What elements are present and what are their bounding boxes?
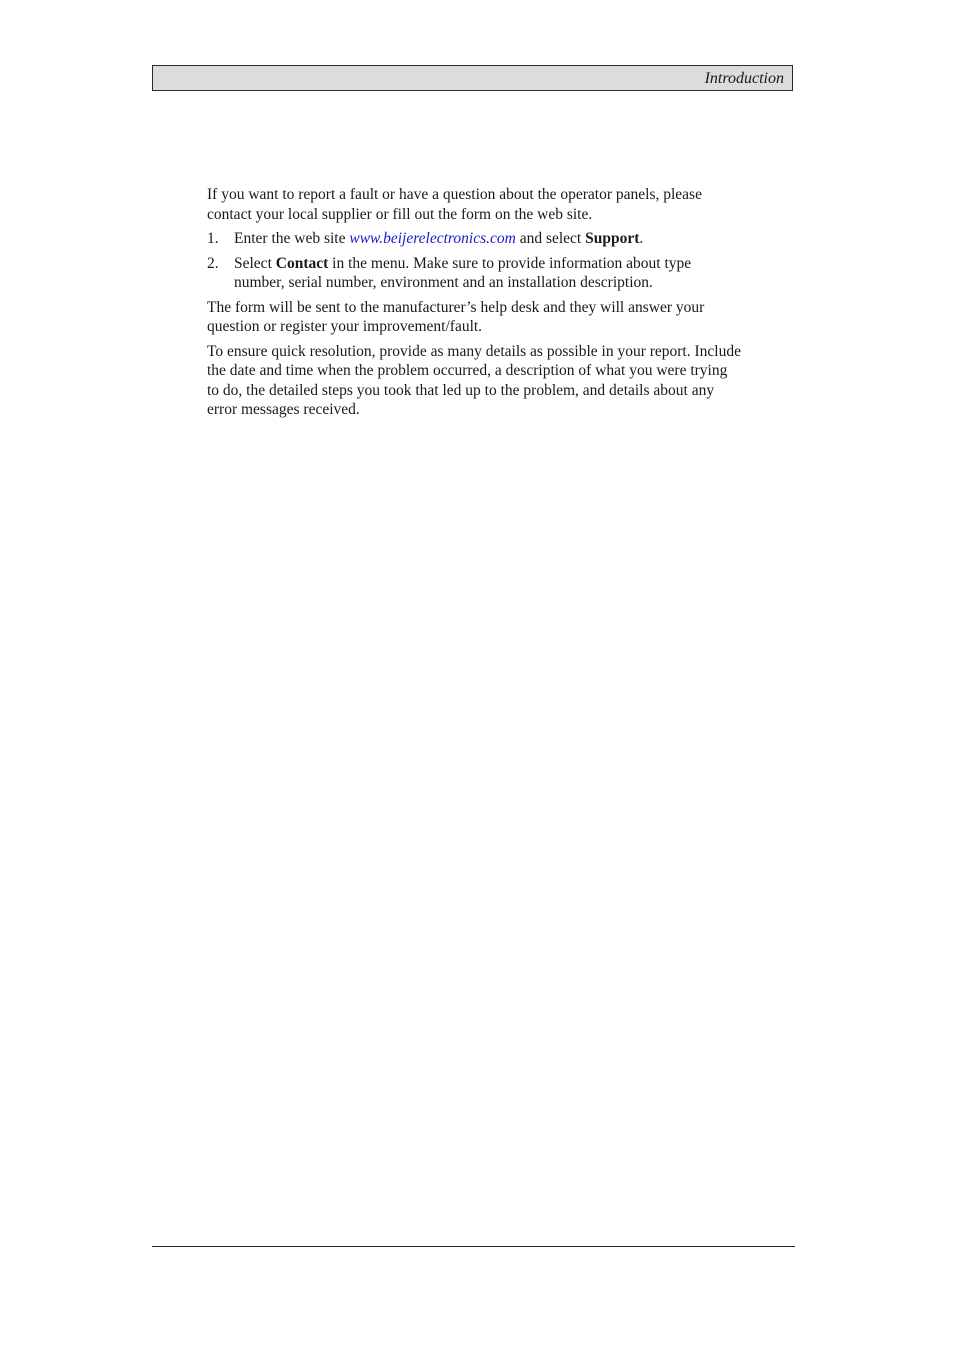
page-body [207,185,742,425]
section-title: Introduction [704,70,784,87]
helpdesk-paragraph: The form will be sent to the manufacturer’s help desk and they will answer your question or register your improvement/fault. [207,298,705,335]
step-number: 1. [207,230,219,247]
step-item-1 [207,229,742,249]
page-header [152,65,793,91]
step-text: in the menu. Make sure to provide information about type number, serial number, environment and an installation description. [234,254,692,291]
step-text: Select [234,254,276,272]
website-link[interactable]: www.beijerelectronics.com [349,230,516,247]
step-item-2 [207,254,742,293]
step-text: . [639,230,644,247]
step-number: 2. [207,254,219,272]
footer-divider [152,1246,795,1247]
support-steps-list [207,229,742,293]
step-text: and select [515,230,586,247]
contact-menu-label: Contact [275,254,329,272]
intro-paragraph: If you want to report a fault or have a question about the operator panels, please contact your local supplier or fill out the form on the web site. [207,186,702,223]
resolution-paragraph: To ensure quick resolution, provide as many details as possible in your report. Include the date and time when the problem occurred, a description of what you were trying to do, the detailed steps you took that led up to the problem, and details about any error messages received. [207,342,741,418]
step-text: Enter the web site [234,230,350,247]
support-menu-label: Support [585,230,640,247]
